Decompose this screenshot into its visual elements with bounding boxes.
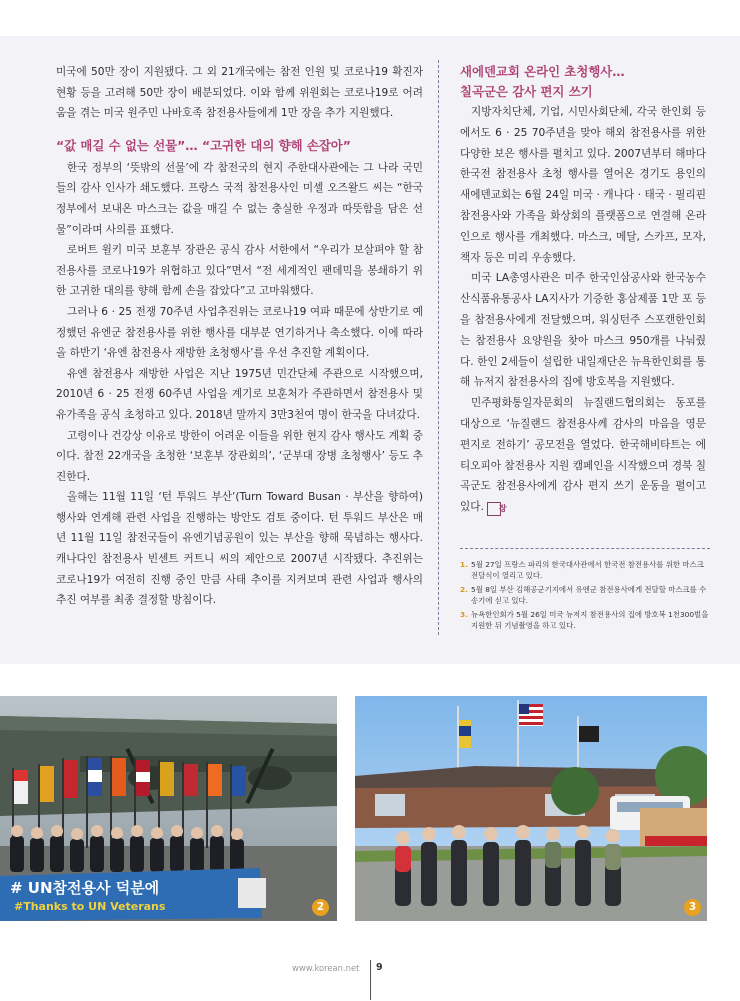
left-subheading: “값 매길 수 없는 선물”… “고귀한 대의 향해 손잡아”: [56, 137, 351, 153]
caption-text: 뉴욕한인회가 5월 26일 미국 뉴저지 참전용사의 집에 방호복 1천300벌을 지원한 뒤 기념촬영을 하고 있다.: [471, 609, 709, 631]
photo-captions: [460, 548, 710, 633]
left-column: [56, 62, 423, 611]
left-paragraph-5: 고령이나 건강상 이유로 방한이 어려운 이들을 위한 현지 감사 행사도 계획 중이다. 참전 22개국을 초청한 ‘보훈부 장관회의’, ‘군부대 장병 초청행사’ 등도 추진한다.: [56, 429, 423, 483]
left-paragraph-3: 그러나 6 · 25 전쟁 70주년 사업추진위는 코로나19 여파 때문에 상반기로 예정했던 유엔군 참전용사를 위한 행사를 대부분 연기하거나 축소했다. 이에 따라 올 하반기 ‘유엔 참전용사 재방한 초청행사’를 우선 추진할 계획이다.: [56, 305, 423, 360]
right-paragraph-2: 미국 LA총영사관은 미주 한국인삼공사와 한국농수산식품유통공사 LA지사가 기증한 홍삼제품 1만 포 등을 참전용사에게 전달했으며, 워싱턴주 스포캔한인회는 참전용사 요양원을 찾아 마스크 950개를 나눠줬다. 한인 2세들이 설립한 내일재단은 뉴욕한인회를 통해 뉴저지 참전용사의 집에 방호복을 지원했다.: [460, 272, 706, 389]
right-heading-line1: 새에덴교회 온라인 초청행사…: [460, 64, 625, 79]
right-paragraph-3-text: 민주평화통일자문회의 뉴질랜드협의회는 동포를 대상으로 ‘뉴질랜드 참전용사께 감사의 마음을 영문 편지로 전하기’ 공모전을 열었다. 한국해비타트는 에티오피아 참전용사 지원 캠페인을 시작했으며 경북 칠곡군도 참전용사에게 감사 편지 쓰기 운동을 펼이고 있다.: [460, 397, 706, 514]
right-paragraph-3: [460, 393, 706, 518]
right-column: [460, 62, 706, 518]
left-paragraph-1: 한국 정부의 ‘뜻밖의 선물’에 각 참전국의 현지 주한대사관에는 그 나라 국민들의 감사 인사가 쇄도했다. 프랑스 국적 참전용사인 미셸 오즈왈드 씨는 “한국 정부에서 보내온 마스크는 값을 매길 수 없는 충실한 우정과 따뜻함을 담은 선물”이라며 사의를 표했다.: [56, 161, 423, 236]
caption-item: [460, 559, 710, 582]
left-paragraph-0: 미국에 50만 장이 지원됐다. 그 외 21개국에는 참전 인원 및 코로나19 확진자 현황 등을 고려해 50만 장이 배분되었다. 이와 함께 위원회는 코로나19로 어려움을 겪는 미국 원주민 나바호족 참전용사들에게 1만 장을 추가 지원했다.: [56, 66, 423, 120]
photo-airbase-mask-shipment: [0, 696, 337, 921]
column-divider: [438, 60, 439, 635]
footer-divider: [370, 960, 371, 1000]
caption-number: 3.: [460, 609, 468, 619]
end-mark-icon: 장: [487, 502, 501, 516]
page-number: 9: [376, 962, 383, 973]
left-paragraph-4: 유엔 참전용사 재방한 사업은 지난 1975년 민간단체 주관으로 시작했으며, 2010년 6 · 25 전쟁 60주년 사업을 계기로 보훈처가 주관하면서 참전용사 및 유가족을 공식 초청하고 있다. 2018년 말까지 3만3천여 명이 한국을 다녀갔다.: [56, 367, 423, 421]
veterans-home-scene-image: [355, 696, 707, 921]
caption-item: [460, 609, 710, 632]
photo-veterans-home-group: [355, 696, 707, 921]
banner-text-english: #Thanks to UN Veterans: [14, 900, 166, 913]
caption-text: 5월 8일 부산 김해공군기지에서 유엔군 참전용사에게 전달할 마스크를 수송기에 싣고 있다.: [471, 584, 707, 606]
caption-text: 5월 27일 프랑스 파리의 한국대사관에서 한국전 참전용사를 위한 마스크 전달식이 열리고 있다.: [471, 560, 704, 581]
left-paragraph-6: 올해는 11월 11일 ‘턴 투워드 부산’(Turn Toward Busan · 부산을 향하여) 행사와 연계해 관련 사업을 진행하는 방안도 검토 중이다. 턴 투워드 부산은 매년 11월 11일 참전국들이 유엔기념공원이 있는 부산을 향해 묵념하는 행사다. 캐나다인 참전용사 빈센트 커트니 씨의 제안으로 2007년 시작됐다. 추진위는 코로나19가 여전히 진행 중인 만큼 사태 추이를 지켜보며 관련 사업과 행사의 추진 여부를 최종 결정할 방침이다.: [56, 491, 423, 607]
banner-text-korean: # UN참전용사 덕분에: [10, 879, 160, 897]
caption-number: 2.: [460, 584, 468, 594]
footer-website: www.korean.net: [292, 963, 360, 973]
photo-number-badge: 2: [312, 899, 329, 916]
right-heading-line2: 칠곡군은 감사 편지 쓰기: [460, 84, 593, 99]
right-paragraph-1: 지방자치단체, 기업, 시민사회단체, 각국 한인회 등에서도 6 · 25 70주년을 맞아 해외 참전용사를 위한 다양한 보은 행사를 펼치고 있다. 2007년부터 해마다 한국전 참전용사 초청 행사를 열어온 경기도 용인의 새에덴교회는 6월 24일 미국 · 캐나다 · 태국 · 필리핀 참전용사와 가족을 화상회의 플랫폼으로 연결해 온라인으로 행사를 개최했다. 마스크, 메달, 스카프, 모자, 책자 등은 미리 우송했다.: [460, 106, 706, 264]
left-paragraph-2: 로버트 윌키 미국 보훈부 장관은 공식 감사 서한에서 “우리가 보살펴야 할 참전용사를 코로나19가 위협하고 있다”면서 “전 세계적인 팬데믹을 봉쇄하기 위한 고귀한 대의를 향해 함께 손을 잡았다”고 고마워했다.: [56, 244, 423, 298]
caption-number: 1.: [460, 560, 468, 569]
caption-item: [460, 584, 710, 607]
photo-number-badge: 3: [684, 899, 701, 916]
